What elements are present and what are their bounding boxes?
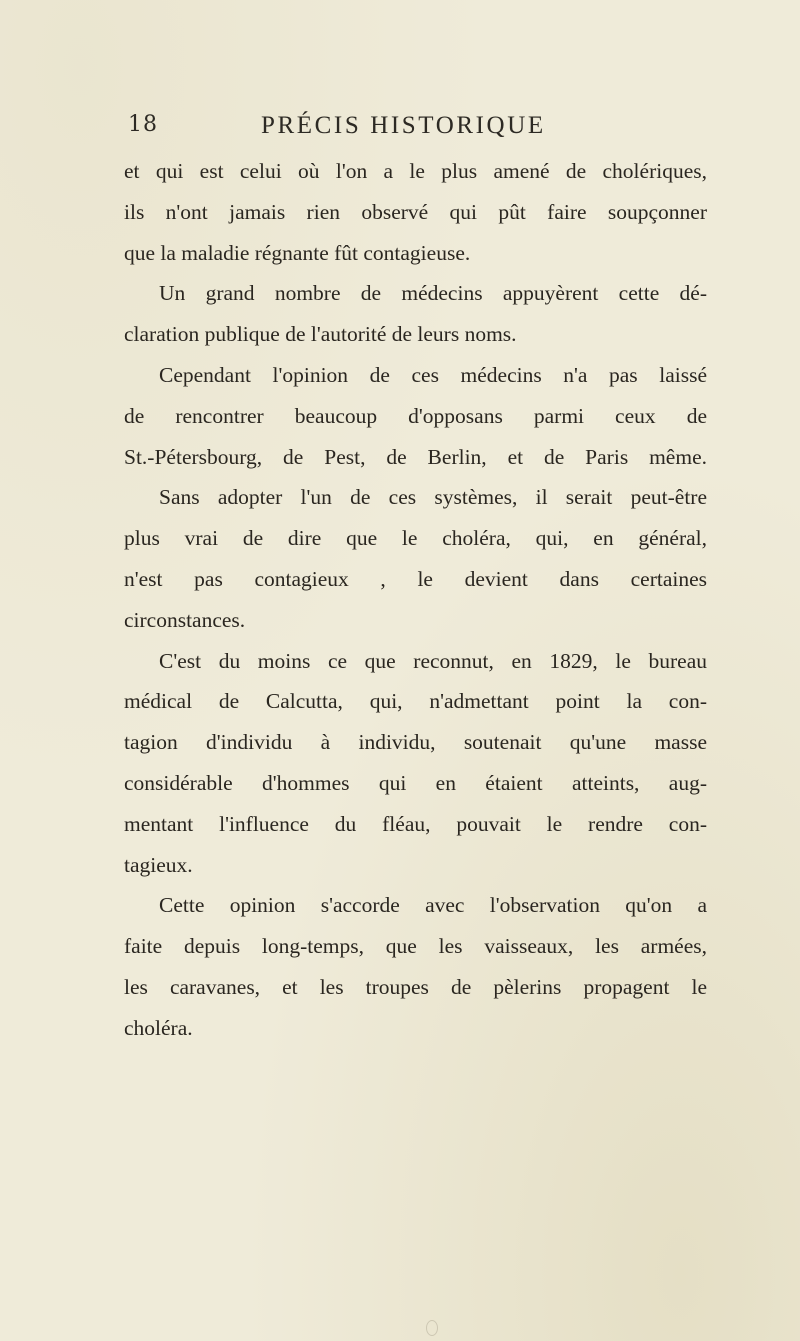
page-number: 18 xyxy=(128,112,158,137)
text-line: mentant l'influence du fléau, pouvait le rendre con- xyxy=(124,811,707,836)
text-line: que la maladie régnante fût contagieuse. xyxy=(124,240,471,265)
running-header xyxy=(0,112,800,146)
running-title: PRÉCIS HISTORIQUE xyxy=(261,112,546,139)
text-line: circonstances. xyxy=(124,607,246,632)
text-line: de rencontrer beaucoup d'opposans parmi ceux de xyxy=(124,403,707,428)
body-text xyxy=(124,151,707,1049)
text-line: tagion d'individu à individu, soutenait qu'une masse xyxy=(124,730,707,755)
text-line: faite depuis long-temps, que les vaisseaux, les armées, xyxy=(124,934,707,959)
text-line: Sans adopter l'un de ces systèmes, il serait peut-être xyxy=(159,485,707,510)
text-line: Un grand nombre de médecins appuyèrent cette dé- xyxy=(159,281,707,306)
text-line: tagieux. xyxy=(124,852,193,877)
text-line: n'est pas contagieux , le devient dans certaines xyxy=(124,566,707,591)
text-line: Cette opinion s'accorde avec l'observation qu'on a xyxy=(159,893,707,918)
text-line: les caravanes, et les troupes de pèlerins propagent le xyxy=(124,974,707,999)
text-line: St.-Pétersbourg, de Pest, de Berlin, et de Paris même. xyxy=(124,444,707,469)
text-line: et qui est celui où l'on a le plus amené de cholériques, xyxy=(124,159,707,183)
text-line: ils n'ont jamais rien observé qui pût faire soupçonner xyxy=(124,199,707,224)
text-line: C'est du moins ce que reconnut, en 1829, le bureau xyxy=(159,648,707,673)
text-line: claration publique de l'autorité de leurs noms. xyxy=(124,322,517,347)
paper-blemish xyxy=(426,1320,438,1336)
text-line: plus vrai de dire que le choléra, qui, en général, xyxy=(124,526,707,551)
text-line: considérable d'hommes qui en étaient atteints, aug- xyxy=(124,770,707,795)
text-line: Cependant l'opinion de ces médecins n'a pas laissé xyxy=(159,362,707,387)
text-line: choléra. xyxy=(124,1015,193,1040)
text-line: médical de Calcutta, qui, n'admettant point la con- xyxy=(124,689,707,714)
